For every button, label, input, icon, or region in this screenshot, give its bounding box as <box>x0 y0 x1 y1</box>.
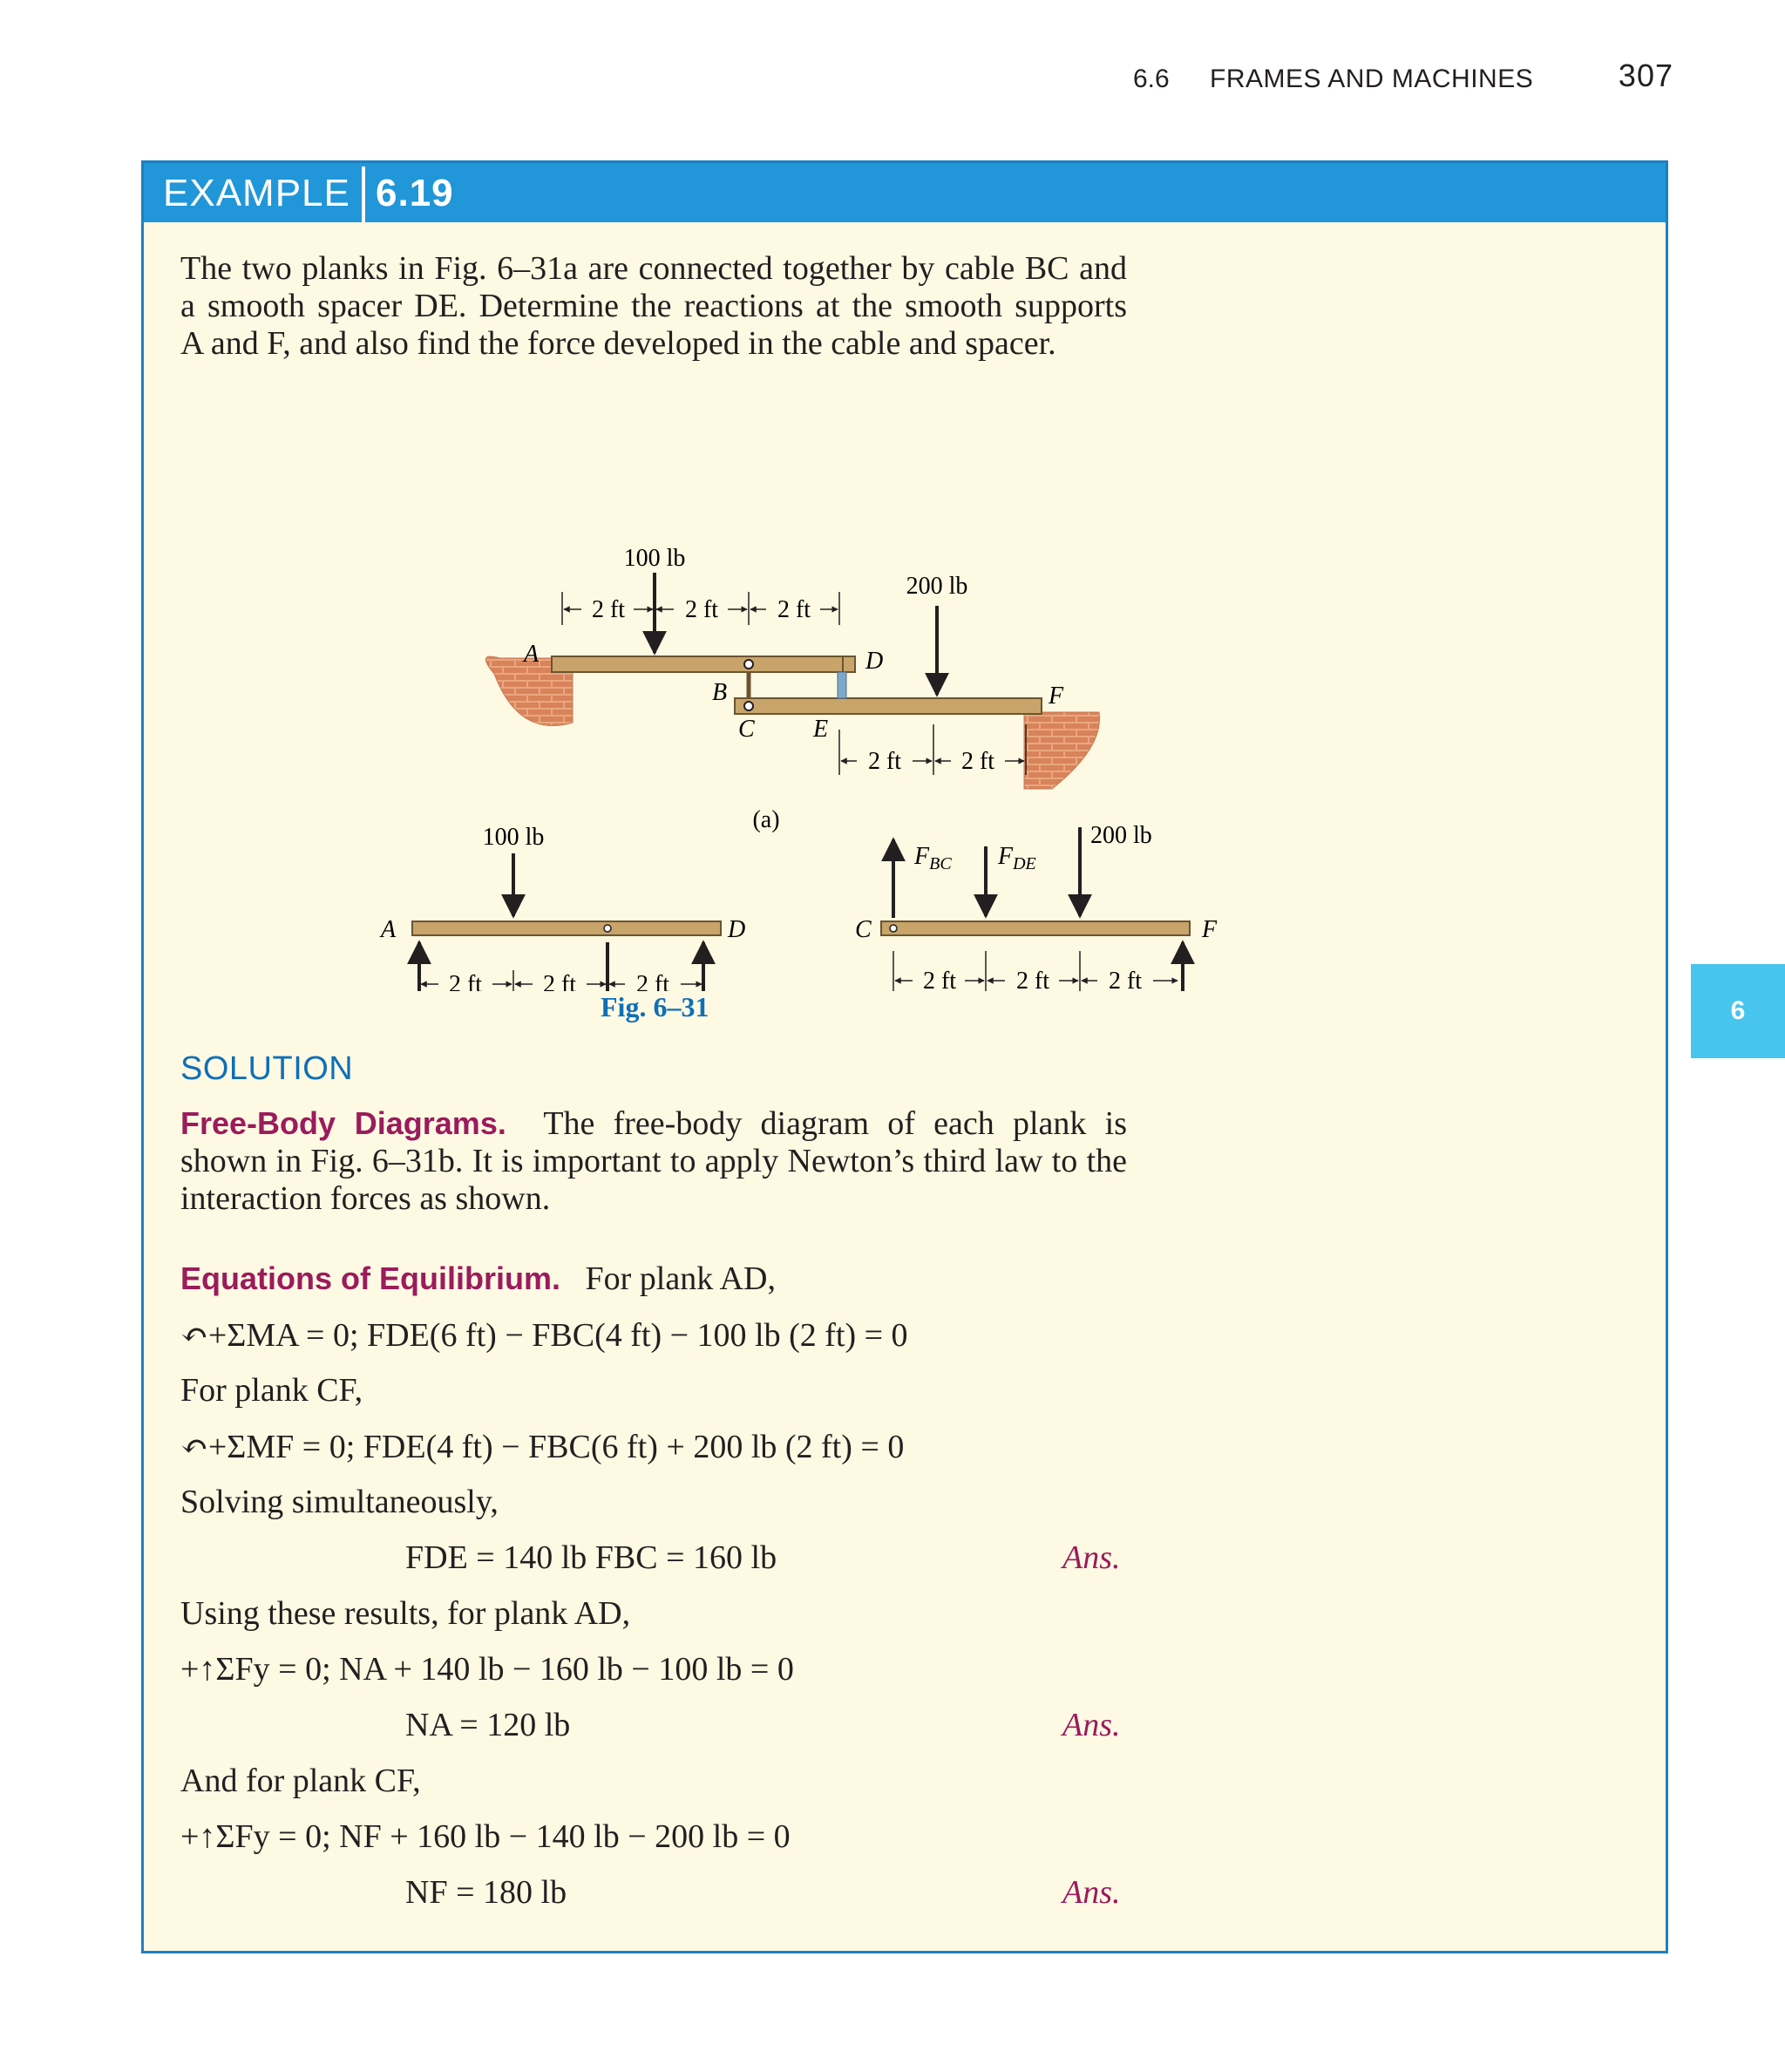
answer-label: Ans. <box>1062 1539 1121 1576</box>
text-and-for-plank-cf: And for plank CF, <box>180 1763 421 1799</box>
label-f: F <box>1049 683 1064 710</box>
load-200-a: 200 lb <box>906 573 968 600</box>
label-d-b: D <box>728 916 746 943</box>
fbd-paragraph <box>180 1104 1127 1218</box>
dim-2ft: 2 ft <box>777 596 811 623</box>
label-a-b: A <box>381 916 397 943</box>
text-solving: Solving simultaneously, <box>180 1484 499 1520</box>
dim-2ft: 2 ft <box>591 596 626 623</box>
force-fbc-up: $F_{BC}$ <box>914 843 952 873</box>
result-na: NA = 120 lb <box>405 1707 571 1743</box>
answer-label: Ans. <box>1062 1707 1121 1743</box>
example-number: 6.19 <box>376 172 454 214</box>
load-200-b: 200 lb <box>1090 822 1152 849</box>
example-box <box>141 160 1668 1953</box>
figure-caption: Fig. 6–31 <box>601 991 709 1022</box>
dim-2ft: 2 ft <box>684 596 719 623</box>
label-b: B <box>712 679 728 706</box>
section-title: FRAMES AND MACHINES <box>1210 65 1534 93</box>
dim-2ft: 2 ft <box>960 748 995 775</box>
problem-line: A and F, and also find the force developed in the cable and spacer. <box>180 325 1056 362</box>
load-100-b: 100 lb <box>482 824 545 851</box>
problem-line: The two planks in Fig. 6–31a are connected together by cable BC and <box>180 250 1127 287</box>
equilibrium-heading-line <box>180 1260 776 1298</box>
label-c-b: C <box>855 916 872 943</box>
text-using-results: Using these results, for plank AD, <box>180 1595 631 1632</box>
force-fde-down: $F_{DE}$ <box>998 843 1036 873</box>
equilibrium-title: Equations of Equilibrium. <box>180 1260 560 1296</box>
page-number: 307 <box>1618 58 1673 93</box>
example-label: EXAMPLE <box>163 172 350 214</box>
equilibrium-intro: For plank AD, <box>585 1260 776 1297</box>
load-100-a: 100 lb <box>623 545 686 572</box>
fbd-line: interaction forces as shown. <box>180 1180 551 1217</box>
dim-2ft: 2 ft <box>922 968 957 991</box>
example-divider <box>362 166 365 222</box>
label-d: D <box>865 648 884 675</box>
dim-2ft: 2 ft <box>867 748 902 775</box>
figure-part-a <box>485 545 1099 833</box>
dim-2ft: 2 ft <box>1108 968 1143 991</box>
problem-line: a smooth spacer DE. Determine the reactions at the smooth supports <box>180 288 1127 324</box>
equation-moment-cf: ↶+ΣMF = 0; FDE(4 ft) − FBC(6 ft) + 200 lb (2 ft) = 0 <box>180 1429 905 1465</box>
figure-part-b-plank-ad <box>376 824 750 991</box>
problem-statement <box>180 250 1127 363</box>
solution-heading: SOLUTION <box>180 1050 354 1087</box>
fbd-line: Free-Body Diagrams. The free-body diagram of each plank is <box>180 1105 1127 1142</box>
result-forces: FDE = 140 lb FBC = 160 lb <box>405 1539 777 1576</box>
fbd-line: shown in Fig. 6–31b. It is important to apply Newton’s third law to the <box>180 1143 1127 1179</box>
dim-2ft: 2 ft <box>635 971 670 991</box>
chapter-tab: 6 <box>1691 964 1785 1058</box>
fbd-title: Free-Body Diagrams. <box>180 1105 506 1141</box>
result-nf: NF = 180 lb <box>405 1874 567 1911</box>
label-c: C <box>738 716 755 743</box>
text-for-plank-cf: For plank CF, <box>180 1372 363 1409</box>
answer-label: Ans. <box>1062 1874 1121 1911</box>
dim-2ft: 2 ft <box>1015 968 1050 991</box>
equation-moment-ad: ↶+ΣMA = 0; FDE(6 ft) − FBC(4 ft) − 100 lb (2 ft) = 0 <box>180 1317 908 1354</box>
running-head <box>1133 58 1673 110</box>
example-header <box>144 163 1666 222</box>
equation-sum-fy-cf: +↑ΣFy = 0; NF + 160 lb − 140 lb − 200 lb = 0 <box>180 1818 791 1855</box>
label-f-b: F <box>1202 916 1218 943</box>
label-e: E <box>813 716 829 743</box>
figure-part-b-plank-cf <box>789 822 1218 991</box>
figure-a-caption: (a) <box>752 806 780 833</box>
label-a: A <box>524 641 540 668</box>
dim-2ft: 2 ft <box>448 971 483 991</box>
figure-6-31 <box>344 381 1268 991</box>
equation-sum-fy-ad: +↑ΣFy = 0; NA + 140 lb − 160 lb − 100 lb = 0 <box>180 1651 794 1688</box>
section-number: 6.6 <box>1133 65 1170 93</box>
dim-2ft: 2 ft <box>542 971 577 991</box>
